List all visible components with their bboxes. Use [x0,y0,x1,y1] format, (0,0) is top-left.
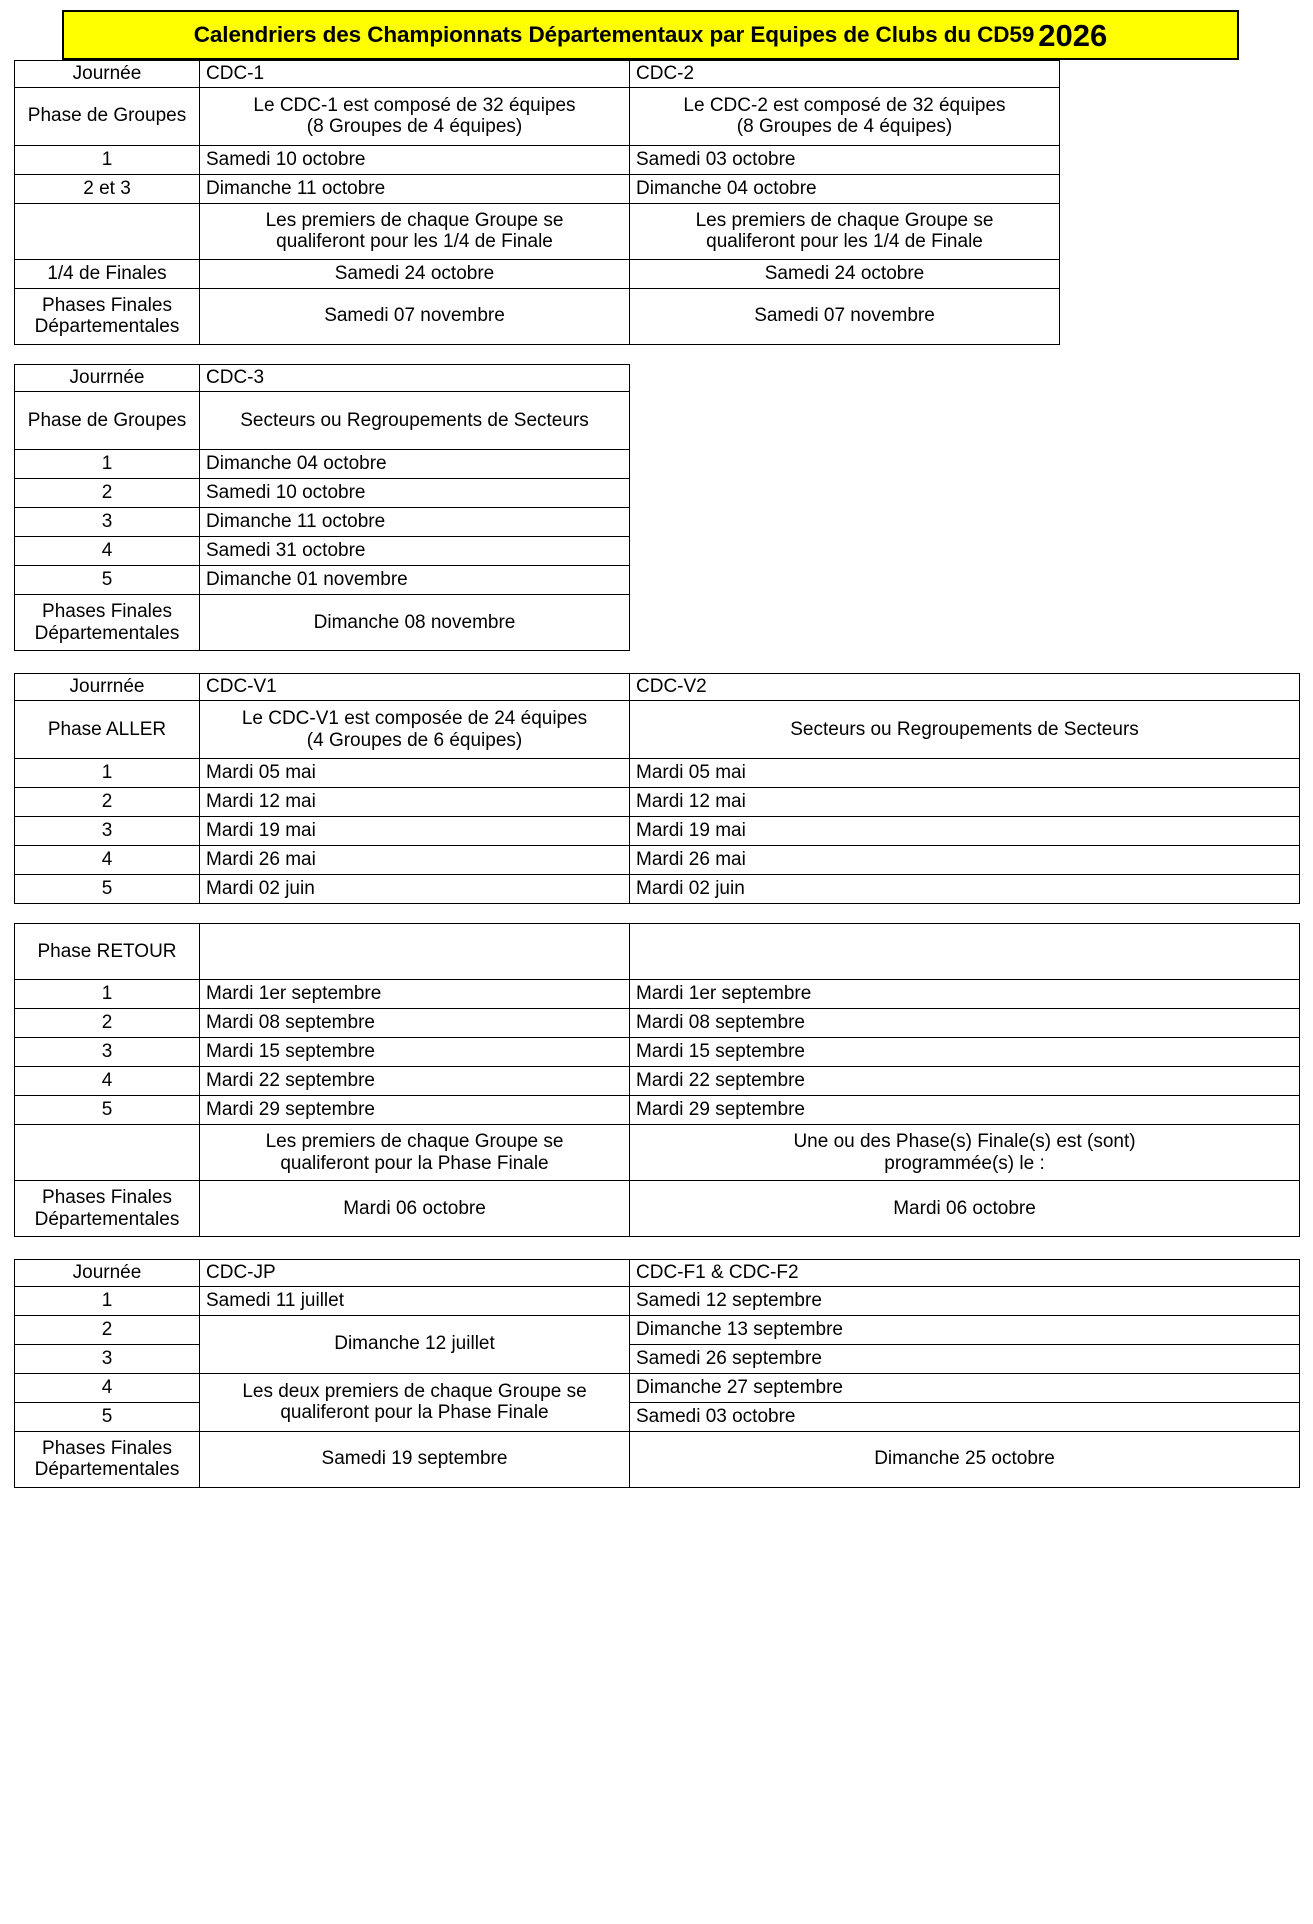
row-label [15,1181,200,1237]
header-cdcjp: CDC-JP [200,1260,630,1287]
table-row [15,566,1300,595]
cell-line-2: qualiferont pour les 1/4 de Finale [706,231,983,253]
filler [630,508,1300,537]
row-label-line-2: Départementales [34,622,180,644]
cell-cdc1: Samedi 10 octobre [200,145,630,174]
cell-cdcv2: Mardi 06 octobre [630,1181,1300,1237]
row-label [15,203,200,259]
table-row [15,788,1300,817]
table-row-qualification [15,1373,1300,1402]
header-journee: Jourrnée [15,365,200,392]
cell-cdcv2: Mardi 22 septembre [630,1067,1300,1096]
header-cdcf1-cdcf2: CDC-F1 & CDC-F2 [630,1260,1300,1287]
cell-cdcf: Dimanche 25 octobre [630,1431,1300,1487]
table-row-finals [15,288,1300,344]
filler [1060,174,1300,203]
cell-cdcv2: Mardi 29 septembre [630,1096,1300,1125]
cell-cdc2-qualification [630,203,1060,259]
table-header-row [15,674,1300,701]
table-row [15,392,1300,450]
row-label: 2 et 3 [15,174,200,203]
table-row [15,174,1300,203]
header-cdc1: CDC-1 [200,61,630,88]
table-row [15,701,1300,759]
filler [630,392,1300,450]
header-cdc2: CDC-2 [630,61,1060,88]
table-row [15,1067,1300,1096]
cell-cdcv2: Mardi 15 septembre [630,1038,1300,1067]
cell-cdcjp-qualification [200,1373,630,1431]
table-row [15,980,1300,1009]
cell-line-1: Une ou des Phase(s) Finale(s) est (sont) [793,1130,1136,1152]
cell-cdcv1: Mardi 08 septembre [200,1009,630,1038]
filler [1060,203,1300,259]
row-label: 4 [15,1067,200,1096]
table-row [15,87,1300,145]
cell-cdcv1: Mardi 19 mai [200,817,630,846]
table-row [15,145,1300,174]
row-label [15,1431,200,1487]
filler [1060,145,1300,174]
cell-cdcf: Dimanche 13 septembre [630,1315,1300,1344]
cell-cdcv2 [630,924,1300,980]
cell-cdcv1: Mardi 02 juin [200,875,630,904]
cell-line-1: Les deux premiers de chaque Groupe se [242,1380,587,1402]
row-label: 1 [15,980,200,1009]
cell-line-2: (4 Groupes de 6 équipes) [306,729,523,751]
table-row [15,846,1300,875]
row-label [15,1125,200,1181]
header-cdcv1: CDC-V1 [200,674,630,701]
row-label: Phase RETOUR [15,924,200,980]
cell-cdc2: Samedi 24 octobre [630,259,1060,288]
page-title-bar [62,10,1239,60]
cell-cdcv1: Mardi 1er septembre [200,980,630,1009]
cell-cdc3: Secteurs ou Regroupements de Secteurs [200,392,630,450]
cell-cdcf: Samedi 12 septembre [630,1286,1300,1315]
cell-cdc2 [630,87,1060,145]
table-row [15,1038,1300,1067]
header-cdcv2: CDC-V2 [630,674,1300,701]
table-header-row [15,61,1300,88]
row-label: 5 [15,1402,200,1431]
table-row [15,759,1300,788]
table-row [15,1286,1300,1315]
filler [630,450,1300,479]
row-label [15,595,200,651]
row-label: 5 [15,875,200,904]
row-label: 1 [15,759,200,788]
table-cdcjp-cdcf [14,1259,1300,1488]
cell-cdcf: Samedi 26 septembre [630,1344,1300,1373]
cell-cdcv2: Mardi 12 mai [630,788,1300,817]
cell-line-2: (8 Groupes de 4 équipes) [306,116,523,138]
section-gap [14,1237,1299,1259]
filler [630,365,1300,392]
table-cdcv1-cdcv2 [14,673,1300,1237]
cell-cdcv1: Mardi 15 septembre [200,1038,630,1067]
cell-cdcv1: Mardi 22 septembre [200,1067,630,1096]
table-row-phase-retour [15,924,1300,980]
row-label: 1/4 de Finales [15,259,200,288]
table-cdc1-cdc2 [14,60,1300,364]
filler [1060,259,1300,288]
cell-cdcv2: Mardi 08 septembre [630,1009,1300,1038]
table-row [15,479,1300,508]
cell-line-2: qualiferont pour les 1/4 de Finale [276,231,553,253]
cell-cdcf: Dimanche 27 septembre [630,1373,1300,1402]
cell-cdc1: Dimanche 11 octobre [200,174,630,203]
page-title: Calendriers des Championnats Départementaux par Equipes de Clubs du CD59 [193,22,1035,47]
cell-cdcf: Samedi 03 octobre [630,1402,1300,1431]
cell-cdc1-qualification [200,203,630,259]
cell-cdcv2: Mardi 26 mai [630,846,1300,875]
cell-line-1: Les premiers de chaque Groupe se [695,209,994,231]
cell-cdc2: Dimanche 04 octobre [630,174,1060,203]
row-label: 4 [15,537,200,566]
spacer [15,904,1300,924]
cell-line-2: programmée(s) le : [884,1152,1045,1174]
table-row [15,259,1300,288]
page-title-year: 2026 [1038,17,1108,53]
table-header-row [15,1260,1300,1287]
cell-cdcv1: Mardi 26 mai [200,846,630,875]
cell-cdc1: Samedi 24 octobre [200,259,630,288]
cell-cdcv1 [200,701,630,759]
cell-cdc3: Dimanche 11 octobre [200,508,630,537]
filler [630,537,1300,566]
row-label-line-1: Phases Finales [42,294,172,316]
cell-cdcjp-merged: Dimanche 12 juillet [200,1315,630,1373]
table-cdc3 [14,364,1300,651]
cell-cdcv2: Mardi 1er septembre [630,980,1300,1009]
row-label: 5 [15,1096,200,1125]
table-row [15,817,1300,846]
cell-cdc3: Samedi 10 octobre [200,479,630,508]
cell-cdc3: Dimanche 01 novembre [200,566,630,595]
cell-line-1: Le CDC-2 est composé de 32 équipes [683,94,1006,116]
row-label: 2 [15,788,200,817]
row-label: Phase ALLER [15,701,200,759]
row-label-line-2: Départementales [34,1208,180,1230]
row-label: 5 [15,566,200,595]
cell-cdcjp: Samedi 11 juillet [200,1286,630,1315]
table-row-finals [15,1181,1300,1237]
cell-cdcv2: Mardi 05 mai [630,759,1300,788]
cell-cdc3: Samedi 31 octobre [200,537,630,566]
cell-cdcv1: Mardi 29 septembre [200,1096,630,1125]
filler [1060,61,1300,88]
row-label: 2 [15,479,200,508]
row-label: 1 [15,1286,200,1315]
row-label: 3 [15,817,200,846]
filler [1060,288,1300,344]
cell-line-2: (8 Groupes de 4 équipes) [736,116,953,138]
table-header-row [15,365,1300,392]
row-label [15,288,200,344]
table-row [15,1315,1300,1344]
row-label: 2 [15,1009,200,1038]
row-label: 3 [15,508,200,537]
row-label: 2 [15,1315,200,1344]
cell-cdcv1: Mardi 12 mai [200,788,630,817]
cell-cdc2: Samedi 07 novembre [630,288,1060,344]
row-label: Phase de Groupes [15,392,200,450]
cell-line-1: Le CDC-1 est composé de 32 équipes [253,94,576,116]
row-label: Phase de Groupes [15,87,200,145]
table-row [15,1009,1300,1038]
row-label: 1 [15,450,200,479]
row-label-line-2: Départementales [34,316,180,338]
table-row-qualification [15,1125,1300,1181]
cell-cdc1: Samedi 07 novembre [200,288,630,344]
cell-line-2: qualiferont pour la Phase Finale [280,1402,549,1424]
table-row [15,1096,1300,1125]
row-label-line-1: Phases Finales [42,1186,172,1208]
table-row [15,875,1300,904]
row-label-line-1: Phases Finales [42,1437,172,1459]
section-gap [14,651,1299,673]
cell-cdc3: Dimanche 04 octobre [200,450,630,479]
cell-cdcv1 [200,924,630,980]
cell-line-1: Le CDC-V1 est composée de 24 équipes [241,707,588,729]
table-row [15,508,1300,537]
table-row-finals [15,595,1300,651]
cell-line-1: Les premiers de chaque Groupe se [265,1130,564,1152]
cell-cdcv1: Mardi 05 mai [200,759,630,788]
cell-cdc3: Dimanche 08 novembre [200,595,630,651]
table-row [15,450,1300,479]
filler [1060,87,1300,145]
cell-cdcjp: Samedi 19 septembre [200,1431,630,1487]
row-label: 4 [15,846,200,875]
table-row [15,537,1300,566]
cell-cdcv1: Mardi 06 octobre [200,1181,630,1237]
cell-line-2: qualiferont pour la Phase Finale [280,1152,549,1174]
header-cdc3: CDC-3 [200,365,630,392]
cell-cdcv2: Mardi 19 mai [630,817,1300,846]
row-label-line-1: Phases Finales [42,600,172,622]
header-journee: Journée [15,1260,200,1287]
spacer [15,344,1300,364]
filler [630,595,1300,651]
cell-line-1: Les premiers de chaque Groupe se [265,209,564,231]
cell-cdcv1-qualification [200,1125,630,1181]
header-journee: Jourrnée [15,674,200,701]
cell-cdcv2: Mardi 02 juin [630,875,1300,904]
table-row-finals [15,1431,1300,1487]
filler [630,479,1300,508]
row-label: 3 [15,1344,200,1373]
cell-cdcv2-qualification [630,1125,1300,1181]
row-label: 1 [15,145,200,174]
row-label-line-2: Départementales [34,1459,180,1481]
cell-cdcv2: Secteurs ou Regroupements de Secteurs [630,701,1300,759]
filler [630,566,1300,595]
cell-cdc1 [200,87,630,145]
cell-cdc2: Samedi 03 octobre [630,145,1060,174]
row-label: 3 [15,1038,200,1067]
row-label: 4 [15,1373,200,1402]
table-row-qualification [15,203,1300,259]
header-journee: Journée [15,61,200,88]
